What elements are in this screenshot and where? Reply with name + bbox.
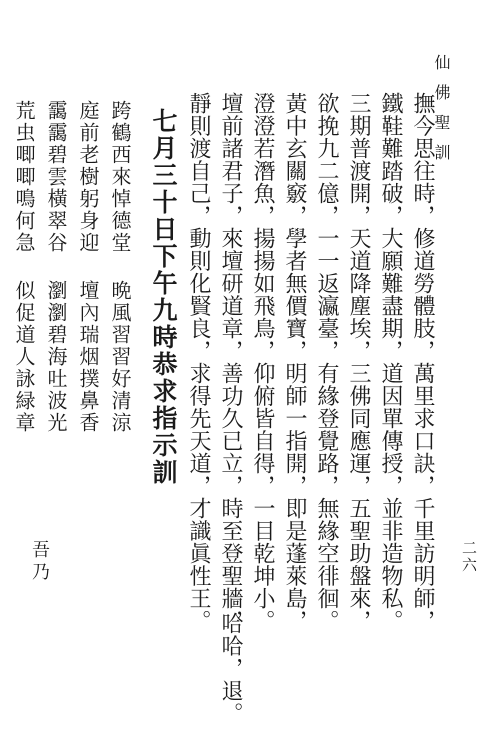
poem-line-1-bottom: 晩風習習好清涼: [108, 280, 132, 434]
signature: 吾乃: [29, 540, 50, 584]
poem-line-1-top: 跨鶴西來悼德堂: [108, 100, 132, 254]
poem-line-4-top: 荒虫唧唧鳴何急: [12, 100, 36, 254]
body-column-6: 澄澄若潛魚，揚揚如飛鳥，仰俯皆自得，一目乾坤小。: [250, 92, 275, 632]
running-header: 仙佛聖訓: [432, 54, 451, 174]
body-column-4: 欲挽九二億，一一返瀛臺，有緣登覺路，無緣空徘徊。: [314, 92, 339, 632]
closing-text: 哈哈，退。: [218, 612, 243, 725]
page-number: 二六: [460, 540, 478, 574]
poem-line-3-bottom: 瀏瀏碧海吐波光: [44, 280, 68, 434]
body-column-5: 黃中玄關竅，學者無價寶，明師一指開，即是蓬萊島，: [282, 92, 307, 632]
section-title: 七月三十日下午九時恭求指示訓: [149, 108, 178, 486]
body-column-8: 靜則渡自己，動則化賢良，求得先天道，才識眞性王。: [186, 92, 211, 632]
poem-line-2-top: 庭前老樹躬身迎: [76, 100, 100, 254]
poem-line-2-bottom: 壇內瑞烟撲鼻香: [76, 280, 100, 434]
poem-line-3-top: 靄靄碧雲橫翠谷: [44, 100, 68, 254]
body-column-7: 壇前諸君子，來壇研道章，善功久已立，時至登聖牆，: [218, 92, 243, 632]
body-column-3: 三期普渡開，天道降塵埃，三佛同應運，五聖助盤來，: [346, 92, 371, 632]
body-column-2: 鐵鞋難踏破，大願難盡期，道因單傳授，並非造物私。: [378, 92, 403, 632]
poem-line-4-bottom: 似促道人詠緑章: [12, 280, 36, 434]
body-column-1: 撫今思往時，修道勞體肢，萬里求口訣，千里訪明師，: [410, 92, 435, 632]
